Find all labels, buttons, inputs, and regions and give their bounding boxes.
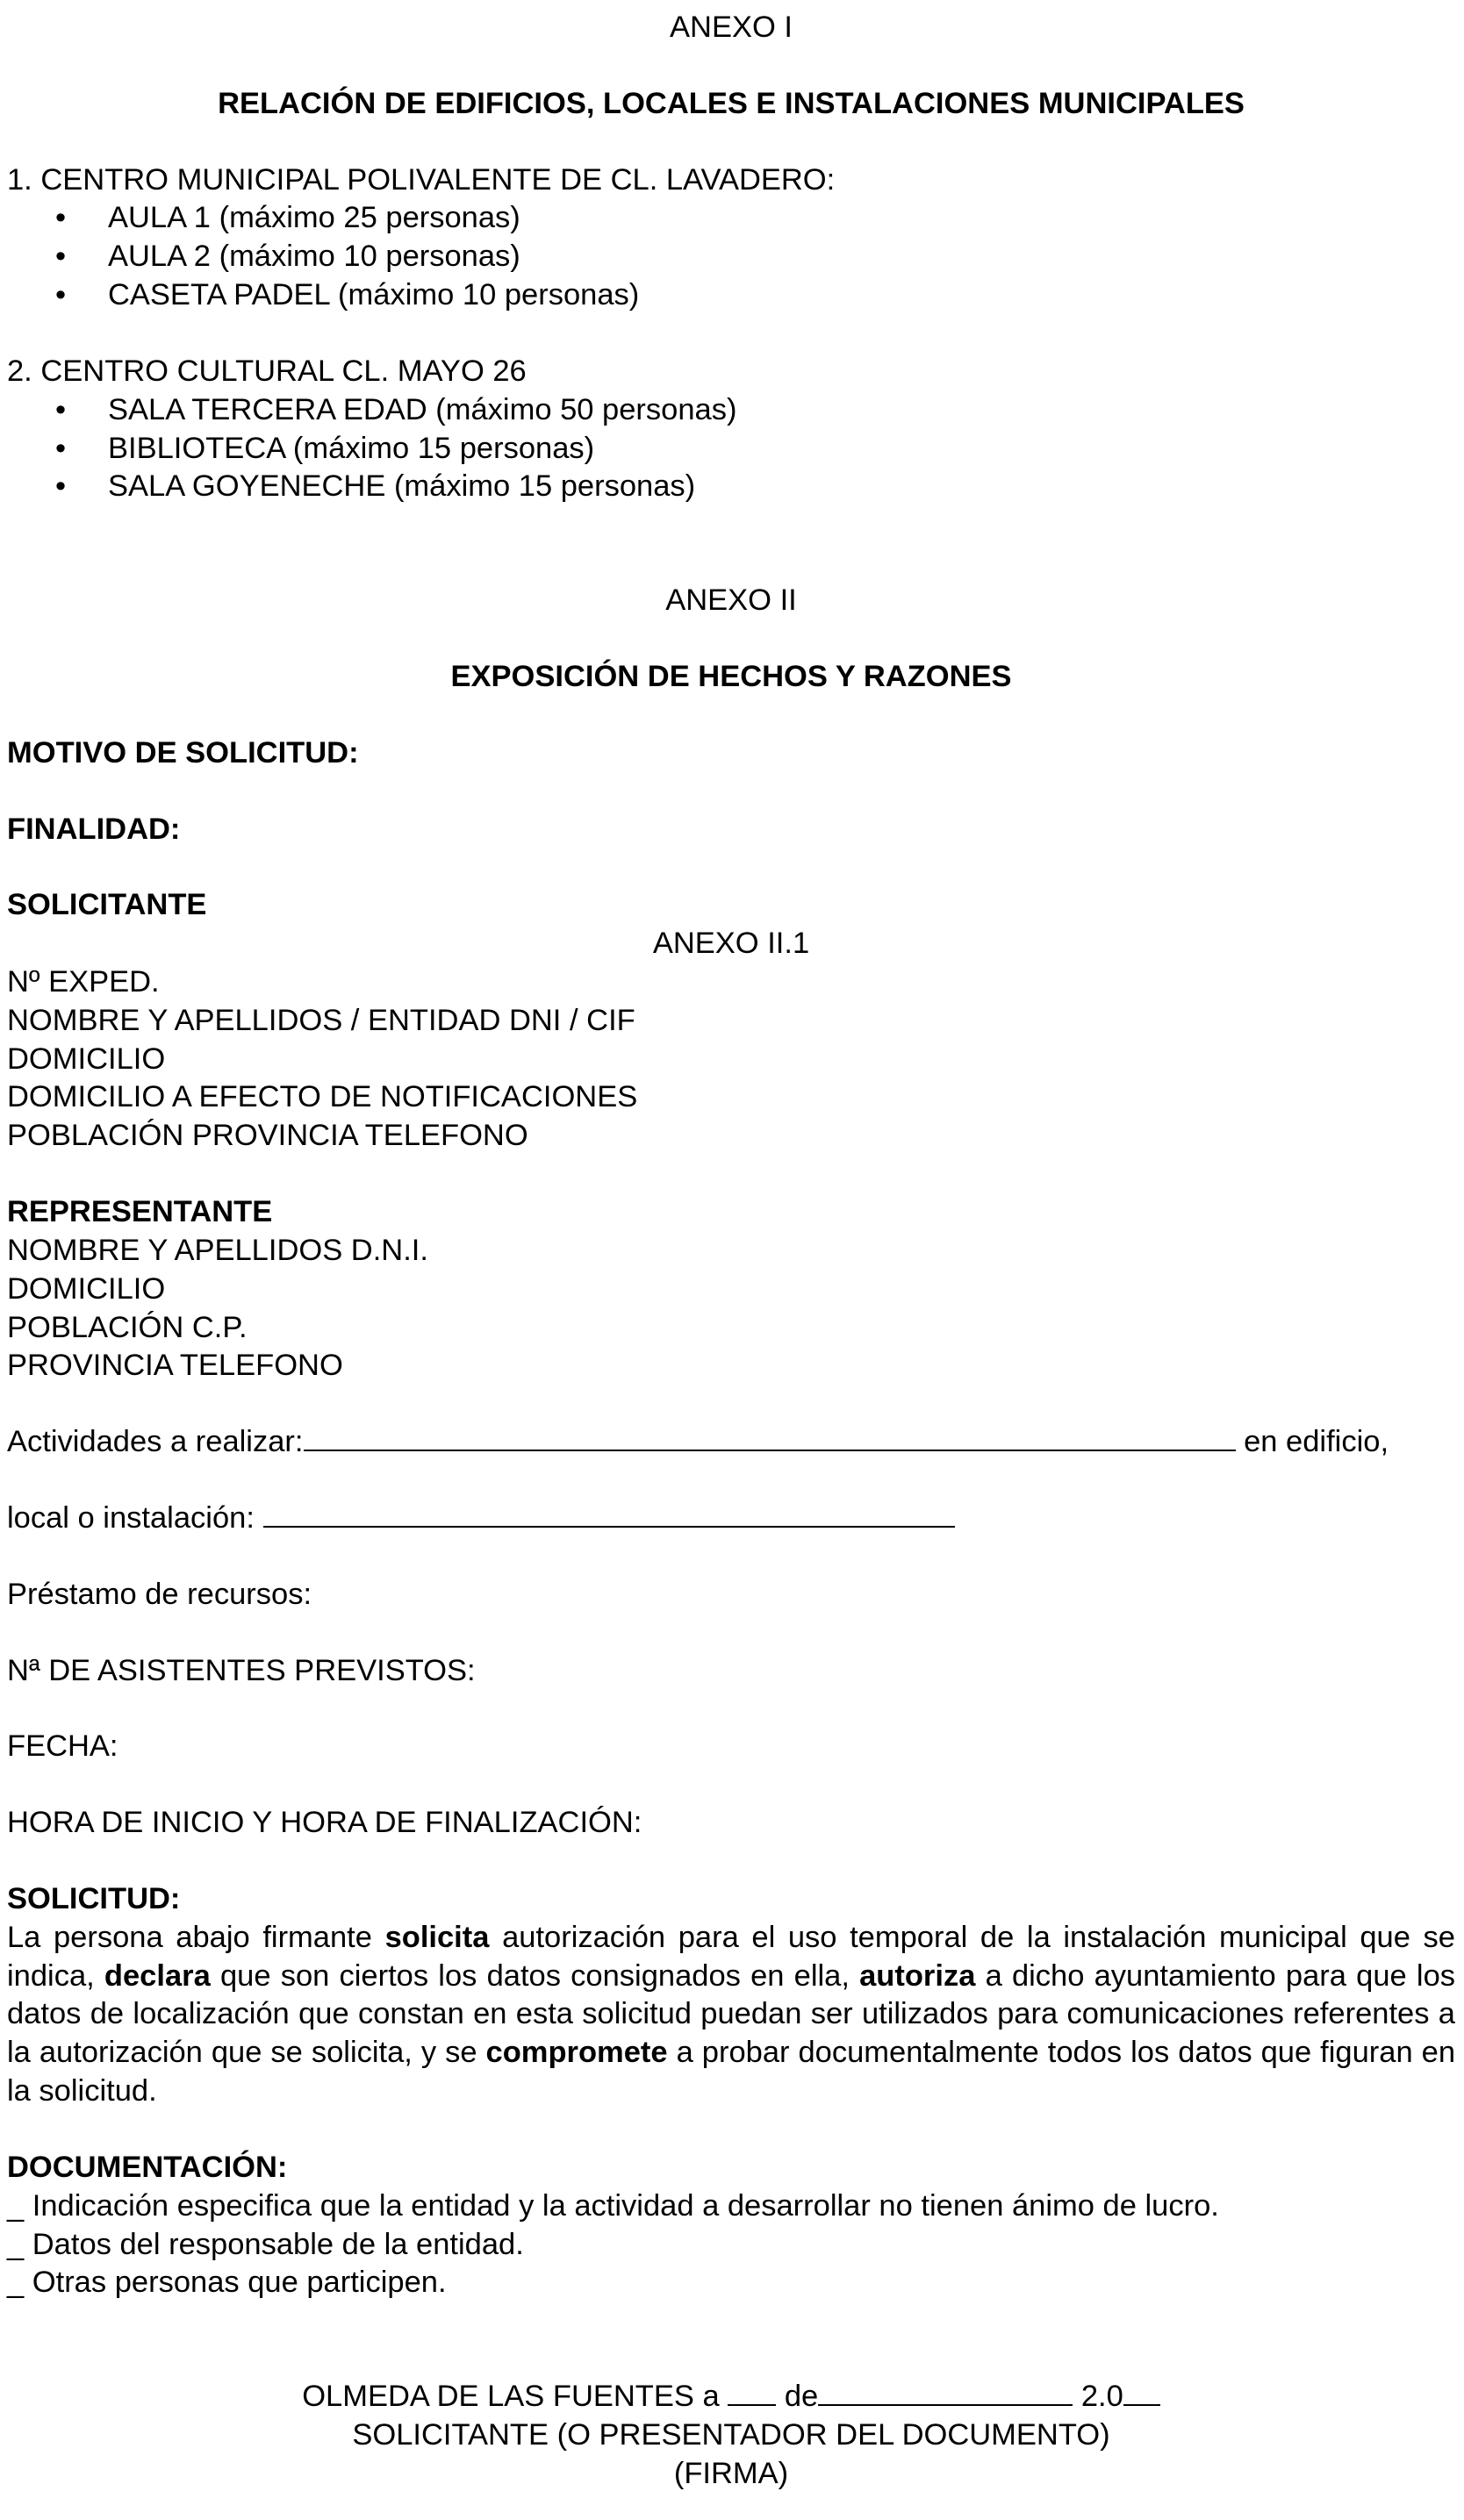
solicitud-text-5: a probar documentalmente todos los datos que figuran en la solicitud.	[7, 2036, 1456, 2108]
documentacion-item: _ Datos del responsable de la entidad.	[7, 2227, 524, 2261]
applicant-fields	[7, 963, 1455, 1156]
signature-year: 2.0	[1080, 2380, 1123, 2414]
motivo-label: MOTIVO DE SOLICITUD:	[7, 735, 359, 770]
center-2	[7, 353, 1455, 506]
room-item: • AULA 2 (máximo 10 personas)	[7, 238, 1455, 276]
center-1	[7, 161, 1455, 315]
solicitud-bold-autoriza: autoriza	[859, 1958, 976, 1993]
rep-field-poblacion-cp: POBLACIÓN C.P.	[7, 1310, 248, 1344]
room-item: • SALA GOYENECHE (máximo 15 personas)	[7, 468, 1455, 506]
solicitud-bold-declara: declara	[104, 1958, 211, 1993]
document-page	[7, 9, 1455, 2494]
documentacion-block	[7, 2149, 1455, 2302]
solicitante-label: SOLICITANTE	[7, 888, 207, 922]
center-2-rooms	[7, 391, 1455, 506]
local-label: local o instalación:	[7, 1500, 255, 1535]
activities-suffix: en edificio,	[1244, 1425, 1389, 1459]
documentacion-item: _ Otras personas que participen.	[7, 2266, 447, 2300]
solicitud-text-3: que son ciertos los datos consignados en ella,	[210, 1958, 860, 1993]
year-blank[interactable]	[1123, 2403, 1160, 2406]
annex-2-heading: EXPOSICIÓN DE HECHOS Y RAZONES	[450, 659, 1012, 693]
room-item: • CASETA PADEL (máximo 10 personas)	[7, 276, 1455, 315]
field-exped: Nº EXPED.	[7, 965, 160, 999]
center-1-rooms	[7, 199, 1455, 314]
local-blank[interactable]	[263, 1525, 955, 1528]
annex-1-heading: RELACIÓN DE EDIFICIOS, LOCALES E INSTALACIONES MUNICIPALES	[218, 86, 1245, 120]
solicitud-text-4: a dicho ayuntamiento para que los datos de localización que constan en esta solicitud puedan ser utilizados para comunicaciones referentes a la autorización que se solicita, y se	[7, 1958, 1456, 2070]
room-item: • BIBLIOTECA (máximo 15 personas)	[7, 430, 1455, 469]
room-item: • SALA TERCERA EDAD (máximo 50 personas)	[7, 391, 1455, 430]
field-poblacion-provincia-telefono: POBLACIÓN PROVINCIA TELEFONO	[7, 1119, 528, 1153]
day-blank[interactable]	[728, 2403, 776, 2406]
solicitud-text-2: autorización para el uso temporal de la instalación municipal que se indica,	[7, 1920, 1455, 1993]
rep-field-provincia-telefono: PROVINCIA TELEFONO	[7, 1349, 343, 1383]
signature-de: de	[784, 2380, 819, 2414]
prestamo-label: Préstamo de recursos:	[7, 1577, 312, 1611]
documentacion-item: _ Indicación especifica que la entidad y la actividad a desarrollar no tienen ánimo de lucro.	[7, 2188, 1219, 2223]
finalidad-label: FINALIDAD:	[7, 812, 181, 846]
hora-label: HORA DE INICIO Y HORA DE FINALIZACIÓN:	[7, 1806, 642, 1840]
solicitud-heading: SOLICITUD:	[7, 1882, 181, 1915]
rep-field-name-dni: NOMBRE Y APELLIDOS D.N.I.	[7, 1233, 428, 1267]
signature-firma: (FIRMA)	[673, 2456, 789, 2490]
fecha-label: FECHA:	[7, 1729, 118, 1764]
solicitud-block	[7, 1880, 1455, 2111]
annex-2-title: ANEXO II	[665, 583, 797, 618]
field-domicilio: DOMICILIO	[7, 1042, 166, 1076]
signature-date-line	[7, 2378, 1455, 2416]
activities-label: Actividades a realizar:	[7, 1425, 304, 1459]
solicitud-bold-compromete: compromete	[485, 2036, 668, 2070]
local-row	[7, 1500, 1455, 1538]
solicitud-bold-solicita: solicita	[384, 1920, 490, 1954]
solicitud-paragraph	[7, 1919, 1455, 2111]
annex-1-title: ANEXO I	[670, 11, 793, 44]
asistentes-label: Nª DE ASISTENTES PREVISTOS:	[7, 1653, 476, 1687]
representative-block	[7, 1193, 1455, 1385]
solicitud-text-1: La persona abajo firmante	[7, 1920, 385, 1954]
month-blank[interactable]	[818, 2403, 1073, 2406]
field-domicilio-notificaciones: DOMICILIO A EFECTO DE NOTIFICACIONES	[7, 1080, 638, 1114]
signature-place: OLMEDA DE LAS FUENTES a	[302, 2380, 720, 2414]
rep-field-domicilio: DOMICILIO	[7, 1271, 166, 1306]
center-1-name: 1. CENTRO MUNICIPAL POLIVALENTE DE CL. LAVADERO:	[7, 162, 836, 197]
room-item: • AULA 1 (máximo 25 personas)	[7, 199, 1455, 238]
annex-2-1-title: ANEXO II.1	[652, 927, 810, 961]
representative-heading: REPRESENTANTE	[7, 1195, 273, 1229]
activities-blank[interactable]	[304, 1449, 1236, 1451]
signature-block	[7, 2378, 1455, 2493]
activities-row	[7, 1423, 1455, 1462]
center-2-name: 2. CENTRO CULTURAL CL. MAYO 26	[7, 354, 527, 388]
field-name-dni: NOMBRE Y APELLIDOS / ENTIDAD DNI / CIF	[7, 1003, 635, 1037]
signature-role: SOLICITANTE (O PRESENTADOR DEL DOCUMENTO)	[352, 2417, 1110, 2452]
documentacion-heading: DOCUMENTACIÓN:	[7, 2150, 288, 2184]
